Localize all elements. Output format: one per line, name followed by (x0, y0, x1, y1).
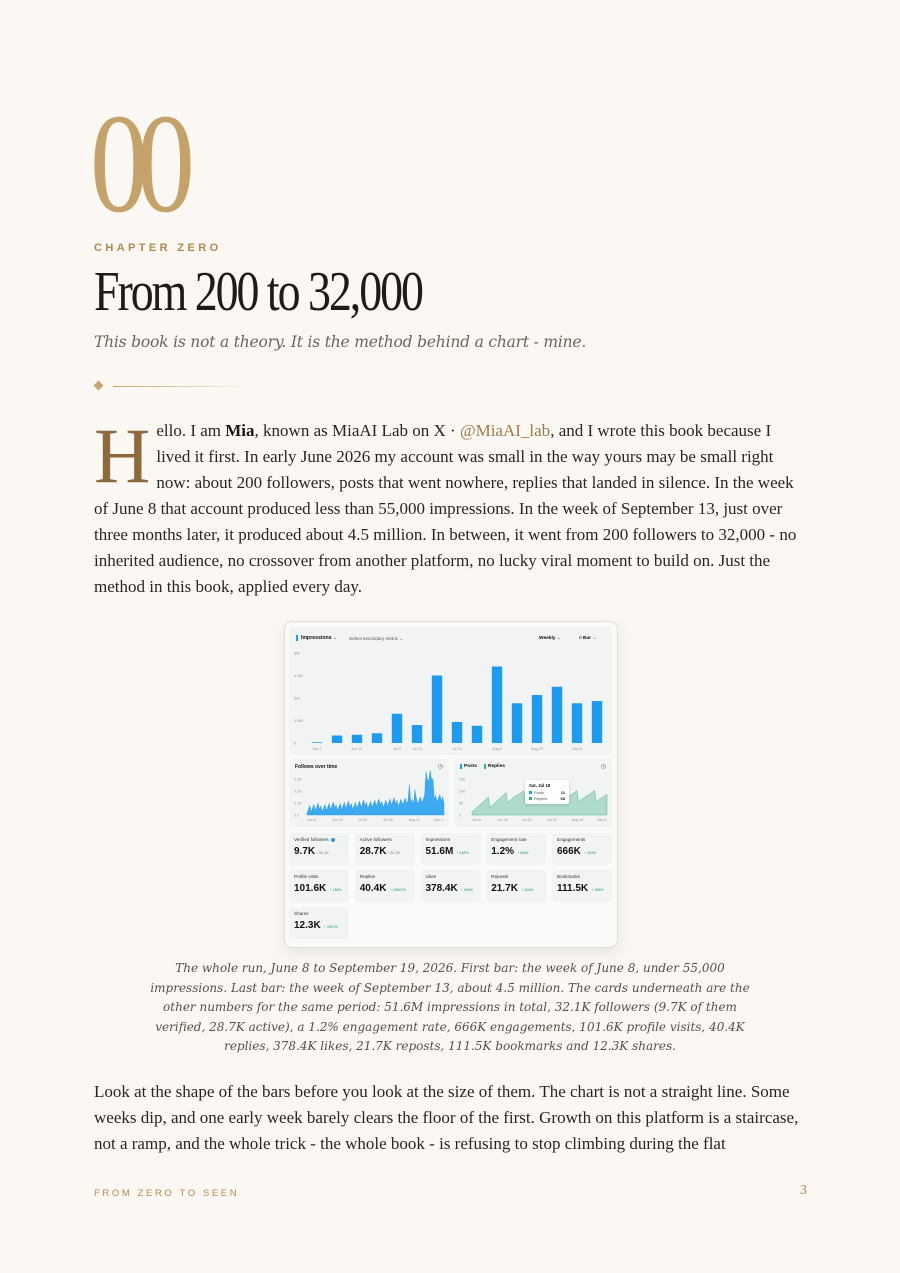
follows-title: Follows over time (295, 764, 338, 770)
stat-change: ↑ 1M% (582, 850, 597, 855)
bar (512, 703, 522, 743)
stat-label: Profile visits (294, 874, 319, 879)
follows-panel (289, 759, 449, 827)
impressions-chart-panel (289, 627, 612, 755)
stat-label: Engagement rate (491, 837, 527, 842)
y-tick-label: 3M (294, 695, 300, 701)
author-name: Mia (225, 421, 255, 440)
y-tick-label: 6M (294, 650, 300, 656)
figure-caption: The whole run, June 8 to September 19, 2026. First bar: the week of June 8, under 55,000 impressions. Last bar: the week of September 13, about 4.5 million. The cards underneath are the other numbers for the same period: 51.6M impressions in total, 32.1K followers (9.7K of them verified, 28.7K active), a 1.2% engagement rate, 666K engagements, 101.6K profile visits, 40.4K replies, 378.4K likes, 21.7K reposts, 111.5K bookmarks and 12.3K shares. (150, 961, 750, 1053)
stat-card[interactable] (289, 833, 349, 865)
stat-card[interactable] (552, 870, 612, 902)
stat-value: 111.5K ↑ 3M% (557, 883, 604, 894)
metric-selector[interactable]: Impressions ⌄ (296, 635, 337, 641)
stat-label: Engagements (557, 837, 586, 842)
x-tick-label: Jul 31 (451, 747, 463, 751)
stat-label: Active followers (359, 837, 392, 842)
x-tick-label: Sep 6 (572, 747, 582, 751)
y-tick-label: 4.5M (294, 673, 303, 678)
outro-paragraph: Look at the shape of the bars before you look at the size of them. The chart is not a straight line. Some weeks dip, and one early week barely clears the floor of the first. Growth on this platform is a staircase, not a ramp, and the whole trick - the whole book - is refusing to stop climbing during the flat (94, 1082, 799, 1153)
stat-card[interactable] (552, 833, 612, 865)
secondary-metric-select[interactable]: Select secondary metric ⌄ (349, 636, 404, 641)
stat-label: Replies (359, 874, 376, 879)
stat-card[interactable] (355, 870, 415, 902)
author-handle-link[interactable]: @MiaAI_lab (459, 421, 551, 440)
impressions-bar-chart (289, 627, 612, 755)
stat-card[interactable] (421, 870, 481, 902)
chapter-label: CHAPTER ZERO (94, 242, 222, 254)
stat-label: Shares (294, 911, 309, 916)
stat-change: ↑ 2M% (459, 887, 474, 892)
drop-cap: H (94, 412, 151, 499)
bar (492, 667, 502, 744)
y-tick-label: 150 (459, 777, 466, 782)
x-tick-label: Aug 18 (572, 818, 584, 822)
stat-card[interactable] (486, 833, 546, 865)
chapter-subtitle: This book is not a theory. It is the method behind a chart - mine. (94, 333, 587, 351)
bar (332, 736, 342, 744)
stat-label: Impressions (425, 837, 451, 842)
running-title: FROM ZERO TO SEEN (94, 1188, 240, 1199)
divider-diamond-icon (94, 381, 104, 391)
x-tick-label: Jul 5 (392, 747, 402, 751)
stat-value: 12.3K ↑ 10K% (294, 920, 338, 931)
stat-value: 666K ↑ 1M% (557, 846, 597, 857)
stat-card[interactable] (421, 833, 481, 865)
intro-paragraph: Hello. I am Mia, known as MiaAI Lab on X · @MiaAI_lab, and I wrote this book because I lived it first. In early June 2026 my account was small in the way yours may be small right now: about 200 followers, posts that went nowhere, replies that landed in silence. In the week of June 8 that account produced less than 55,000 impressions. In the week of September 13, just over three months later, it produced about 4.5 million. In between, it went from 200 followers to 32,000 - no inherited audience, no crossover from another platform, no lucky viral moment to build on. Just the method in this book, applied every day. (94, 412, 797, 596)
x-tick-label: Jun 23 (332, 818, 344, 822)
x-tick-label: Jun 8 (472, 818, 481, 822)
stat-value: 9.7K / 32.1K (294, 846, 329, 857)
stat-change: ↑ 1M% (328, 887, 342, 892)
stat-value: 1.2% ↑ 58% (491, 846, 529, 857)
stat-value: 101.6K ↑ 1M% (294, 883, 342, 894)
chapter-number: 00 (90, 84, 184, 242)
bar-chart-icon: ıl (579, 636, 582, 641)
x-tick-label: Aug 14 (408, 818, 420, 822)
stat-value: 378.4K ↑ 2M% (425, 883, 474, 894)
stat-card[interactable] (486, 870, 546, 902)
chart-tooltip: Sat, Jul 18 Posts 11 Replies 68 (525, 780, 569, 804)
posts-replies-panel (454, 759, 612, 827)
stat-card[interactable] (355, 833, 415, 865)
bar (432, 676, 442, 744)
x-tick-label: Aug 9 (492, 747, 502, 751)
stat-total: / 32.1K (315, 850, 329, 855)
stat-total: / 32.1K (386, 850, 401, 855)
x-tick-label: Jul 30 (547, 818, 557, 822)
bar (592, 701, 602, 743)
y-tick-label: 1.5M (294, 718, 303, 723)
bar (312, 742, 322, 743)
info-icon[interactable]: ◷ (437, 764, 443, 770)
bar (412, 725, 422, 743)
stat-change: ↑ 10K% (322, 924, 338, 929)
stat-label: Bookmarks (557, 874, 580, 879)
y-tick-label: 50 (459, 801, 464, 806)
x-tick-label: Sep 1 (434, 818, 444, 822)
x-tick-label: Jun 21 (351, 747, 363, 751)
follows-area (307, 771, 444, 816)
x-tick-label: Jun 26 (497, 818, 508, 822)
stat-change: ↑ 1M% (455, 850, 469, 855)
bar (392, 714, 402, 743)
y-tick-label: 0.1K (294, 801, 302, 806)
stat-label: Reposts (491, 874, 509, 879)
bar (572, 703, 582, 743)
y-tick-label: 0 (294, 740, 297, 746)
page-number: 3 (800, 1183, 807, 1198)
chart-type-select[interactable]: ıl Bar ⌄ (579, 636, 597, 641)
stat-value: 28.7K / 32.1K (359, 846, 401, 857)
stat-change: ↑ 1M% (519, 887, 534, 892)
verified-badge-icon (331, 838, 335, 842)
x-tick-label: Jun 7 (312, 747, 322, 751)
bar (372, 733, 382, 743)
period-select[interactable]: Weekly ⌄ (539, 636, 561, 641)
bar (452, 722, 462, 743)
stat-label: Likes (425, 874, 437, 879)
stat-value: 21.7K ↑ 1M% (491, 883, 534, 894)
info-icon[interactable]: ◷ (600, 764, 606, 770)
x-tick-label: Aug 23 (530, 747, 544, 751)
bar (552, 687, 562, 743)
analytics-screenshot (284, 621, 618, 948)
bar (352, 735, 362, 743)
y-tick-label: 100 (459, 789, 466, 794)
replies-legend[interactable]: Replies (484, 764, 505, 769)
y-tick-label: 0.0 (294, 813, 300, 818)
divider-line (113, 386, 238, 387)
x-tick-label: Jul 12 (411, 747, 423, 751)
stat-value: 51.6M ↑ 1M% (425, 846, 469, 857)
stat-change: ↑ 58% (516, 850, 529, 855)
x-tick-label: Jun 8 (307, 818, 316, 822)
stat-change: ↑ 3M% (590, 887, 604, 892)
stat-label: Verified followers (294, 837, 335, 842)
bar (532, 695, 542, 743)
y-tick-label: 0 (459, 813, 462, 818)
stat-change: ↑ 336K% (388, 887, 406, 892)
follows-line-chart (289, 759, 449, 827)
x-tick-label: Jul 26 (383, 818, 393, 822)
posts-legend[interactable]: Posts (460, 764, 477, 769)
stat-card[interactable] (289, 870, 349, 902)
y-tick-label: 0.3K (294, 777, 302, 782)
x-tick-label: Sep 5 (597, 818, 607, 822)
x-tick-label: Jul 13 (522, 818, 532, 822)
y-tick-label: 0.2K (294, 789, 302, 794)
x-tick-label: Jul 10 (357, 818, 368, 822)
stat-value: 40.4K ↑ 336K% (359, 883, 406, 894)
chapter-title: From 200 to 32,000 (94, 261, 422, 323)
bar (472, 726, 482, 743)
stat-card[interactable] (289, 907, 349, 939)
